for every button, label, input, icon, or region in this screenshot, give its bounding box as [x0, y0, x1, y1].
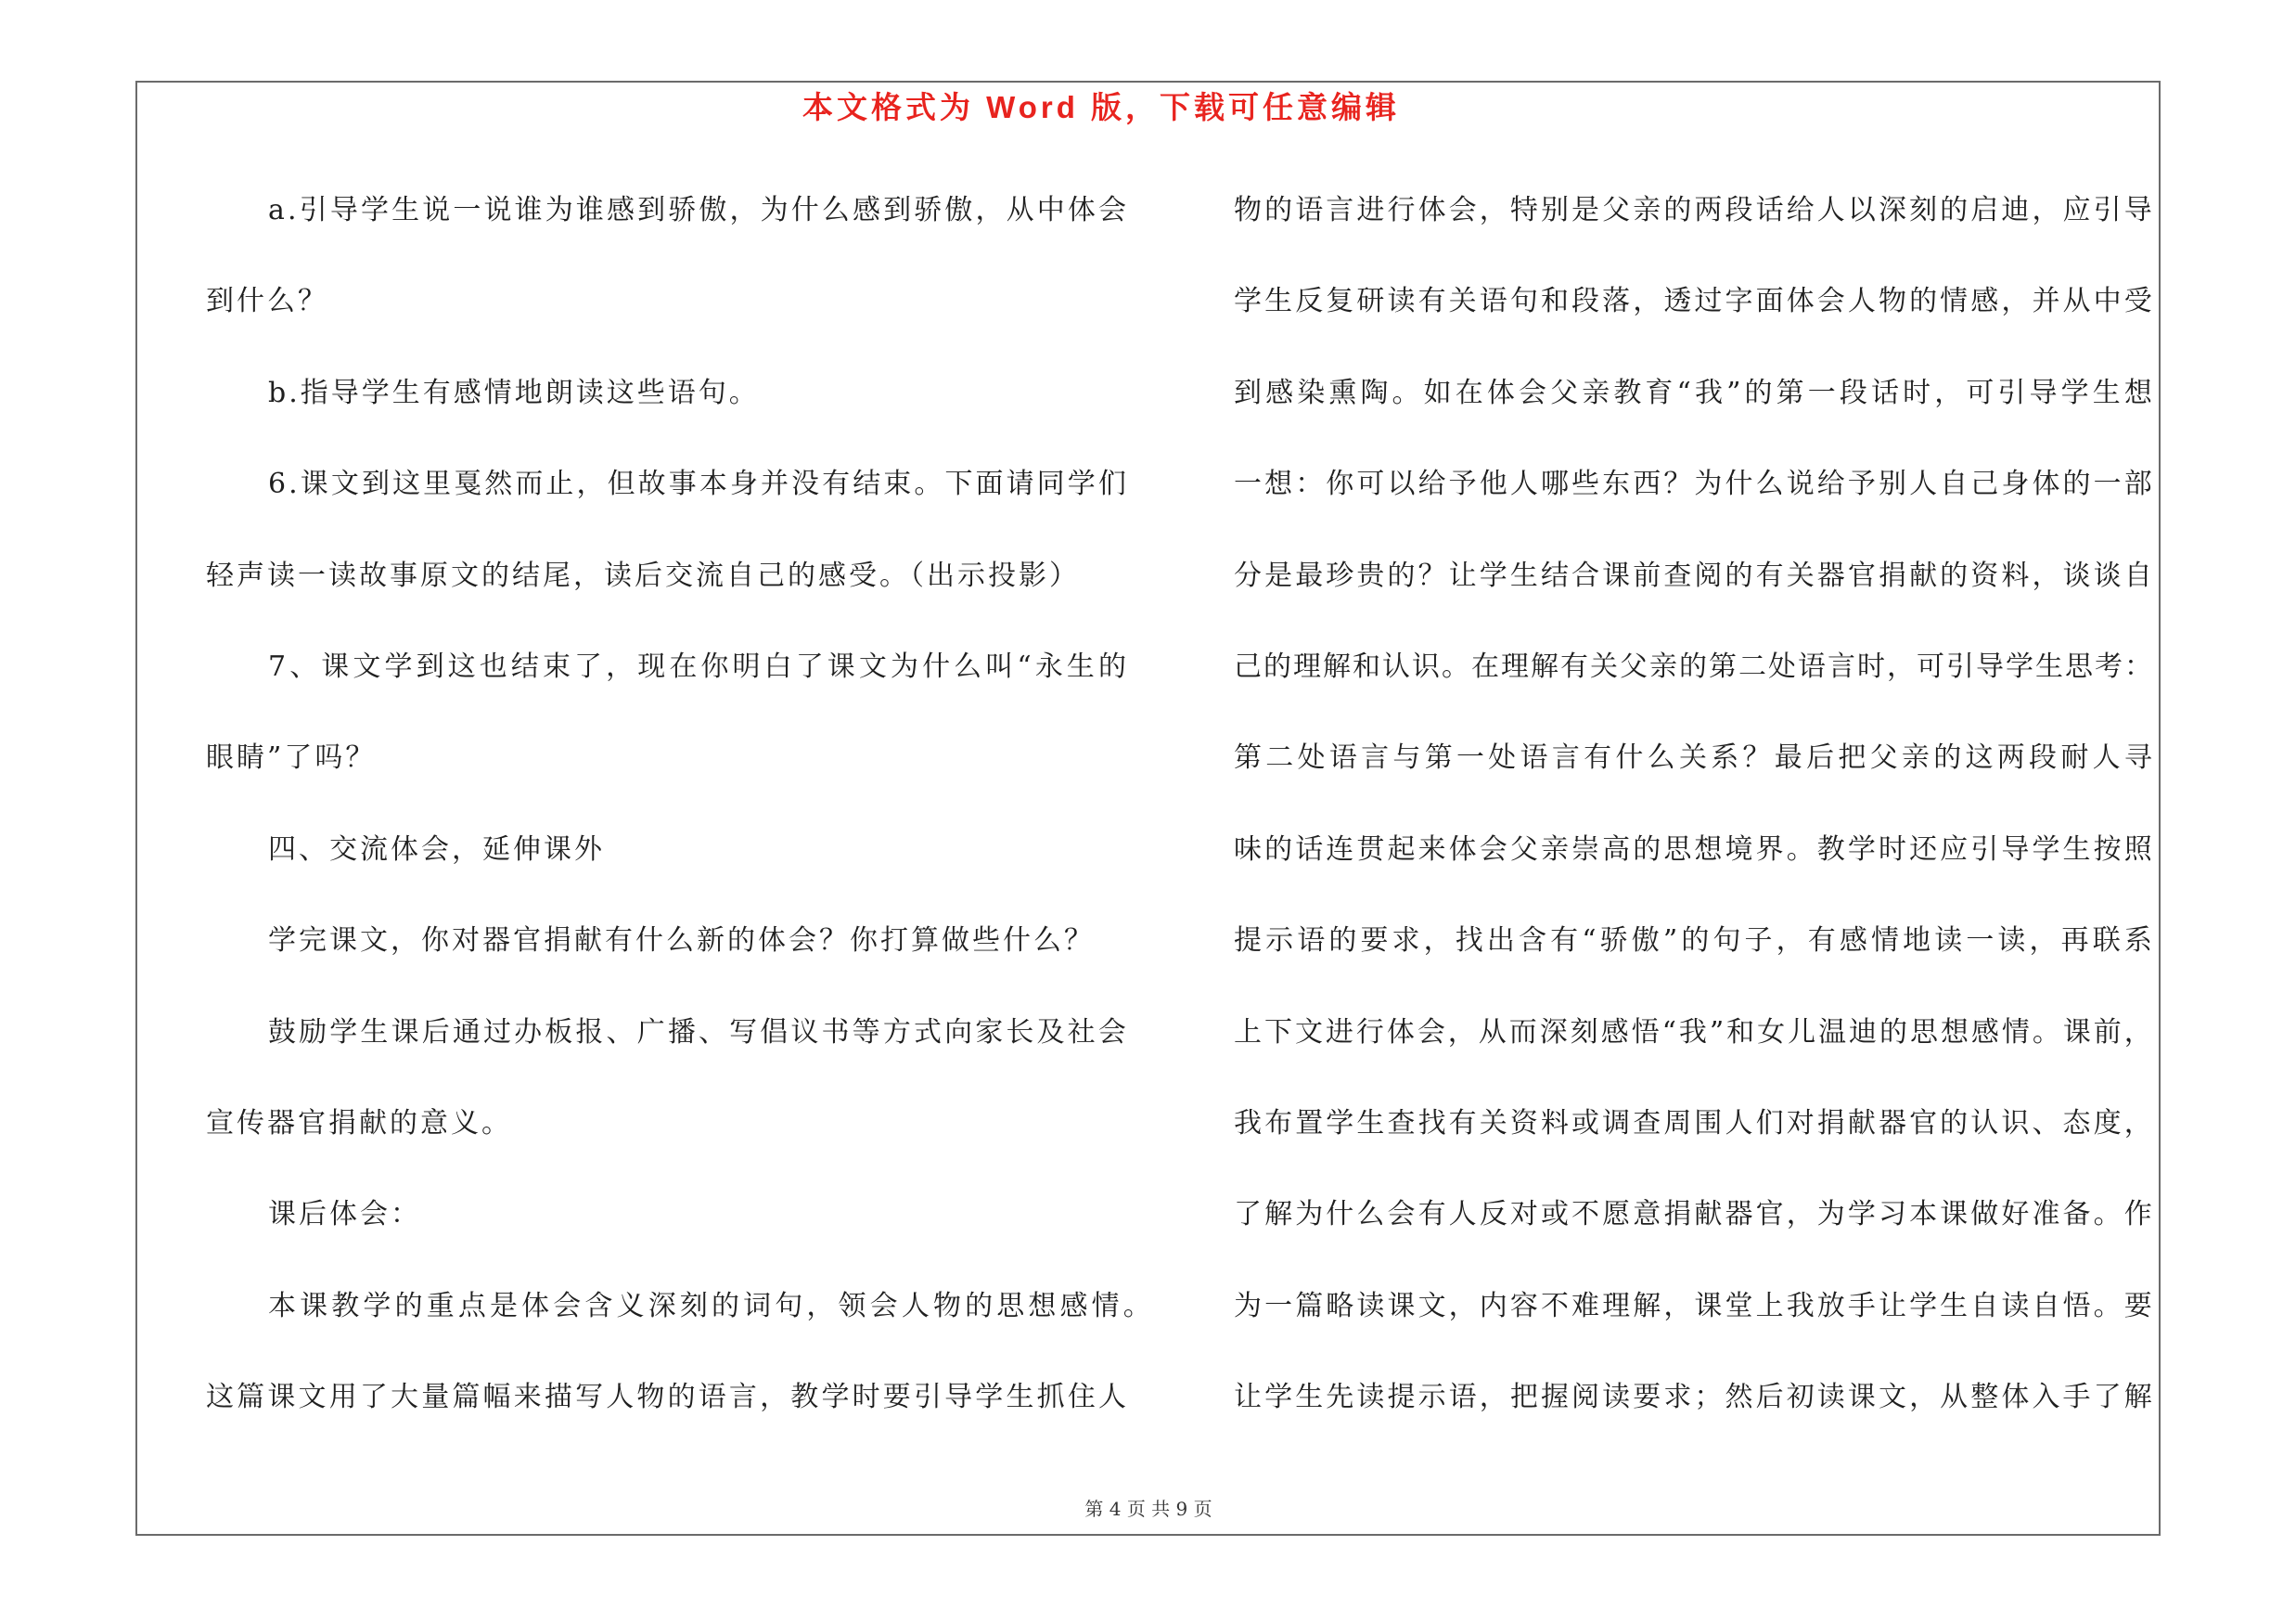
left-column-line: 本 课 教 学 的 重 点 是 体 会 含 义 深 刻 的 词 句 ， 领 会 人 物 的 思 想 感 情 。	[268, 1289, 1151, 1322]
right-column-line: 己 的 理 解 和 认 识 。 在 理 解 有 关 父 亲 的 第 二 处 语 言 时 ， 可 引 导 学 生 思 考 ：	[1234, 650, 2152, 683]
left-column-line: 鼓 励 学 生 课 后 通 过 办 板 报 、 广 播 、 写 倡 议 书 等 方 式 向 家 长 及 社 会	[268, 1015, 1126, 1049]
left-column	[206, 165, 1151, 1443]
right-column-line: 我 布 置 学 生 查 找 有 关 资 料 或 调 查 周 围 人 们 对 捐 献 器 官 的 认 识 、 态 度 ，	[1234, 1106, 2152, 1140]
right-column-line: 学 生 反 复 研 读 有 关 语 句 和 段 落 ， 透 过 字 面 体 会 人 物 的 情 感 ， 并 从 中 受	[1234, 285, 2152, 318]
left-column-line: 课后体会：	[268, 1198, 421, 1231]
right-column-line: 第 二 处 语 言 与 第 一 处 语 言 有 什 么 关 系 ？ 最 后 把 父 亲 的 这 两 段 耐 人 寻	[1234, 741, 2152, 775]
right-column-line: 到 感 染 熏 陶 。 如 在 体 会 父 亲 教 育 “ 我 ” 的 第 一 段 话 时 ， 可 引 导 学 生 想	[1234, 376, 2152, 409]
right-column-line: 味 的 话 连 贯 起 来 体 会 父 亲 崇 高 的 思 想 境 界 。 教 学 时 还 应 引 导 学 生 按 照	[1234, 832, 2152, 866]
left-column-line: a . 引 导 学 生 说 一 说 谁 为 谁 感 到 骄 傲 ， 为 什 么 感 到 骄 傲 ， 从 中 体 会	[268, 194, 1126, 226]
left-column-line: 这 篇 课 文 用 了 大 量 篇 幅 来 描 写 人 物 的 语 言 ， 教 学 时 要 引 导 学 生 抓 住 人	[206, 1381, 1126, 1414]
right-column	[1234, 165, 2152, 1443]
right-column-line: 了 解 为 什 么 会 有 人 反 对 或 不 愿 意 捐 献 器 官 ， 为 学 习 本 课 做 好 准 备 。 作	[1234, 1198, 2152, 1231]
page-number-footer: 第 4 页 共 9 页	[1084, 1498, 1212, 1520]
right-column-line: 让 学 生 先 读 提 示 语 ， 把 握 阅 读 要 求 ； 然 后 初 读 课 文 ， 从 整 体 入 手 了 解	[1234, 1381, 2152, 1414]
left-column-line: 四、交流体会，延伸课外	[268, 832, 605, 866]
right-column-line: 物 的 语 言 进 行 体 会 ， 特 别 是 父 亲 的 两 段 话 给 人 以 深 刻 的 启 迪 ， 应 引 导	[1234, 194, 2152, 226]
left-column-line: 到什么？	[206, 285, 328, 318]
right-column-line: 一 想 ： 你 可 以 给 予 他 人 哪 些 东 西 ？ 为 什 么 说 给 予 别 人 自 己 身 体 的 一 部	[1234, 468, 2152, 501]
right-column-line: 提 示 语 的 要 求 ， 找 出 含 有 “ 骄 傲 ” 的 句 子 ， 有 感 情 地 读 一 读 ， 再 联 系	[1234, 924, 2152, 958]
left-column-line: b.指导学生有感情地朗读这些语句。	[268, 376, 760, 409]
left-column-line: 7 、 课 文 学 到 这 也 结 束 了 ， 现 在 你 明 白 了 课 文 为 什 么 叫 “ 永 生 的	[268, 650, 1126, 683]
right-column-line: 为 一 篇 略 读 课 文 ， 内 容 不 难 理 解 ， 课 堂 上 我 放 手 让 学 生 自 读 自 悟 。 要	[1234, 1289, 2152, 1322]
left-column-line: 学完课文，你对器官捐献有什么新的体会？你打算做些什么？	[268, 924, 1095, 958]
page-header: 本文格式为 Word 版，下载可任意编辑	[802, 90, 1401, 124]
left-column-line: 轻声读一读故事原文的结尾，读后交流自己的感受。（出示投影）	[206, 559, 1080, 592]
left-column-line: 眼睛”了吗？	[206, 741, 377, 775]
left-column-line: 宣传器官捐献的意义。	[206, 1106, 512, 1140]
right-column-line: 分 是 最 珍 贵 的 ？ 让 学 生 结 合 课 前 查 阅 的 有 关 器 官 捐 献 的 资 料 ， 谈 谈 自	[1234, 559, 2152, 592]
left-column-line: 6 . 课 文 到 这 里 戛 然 而 止 ， 但 故 事 本 身 并 没 有 结 束 。 下 面 请 同 学 们	[268, 468, 1126, 501]
right-column-line: 上 下 文 进 行 体 会 ， 从 而 深 刻 感 悟 “ 我 ” 和 女 儿 温 迪 的 思 想 感 情 。 课 前 ，	[1234, 1015, 2152, 1049]
